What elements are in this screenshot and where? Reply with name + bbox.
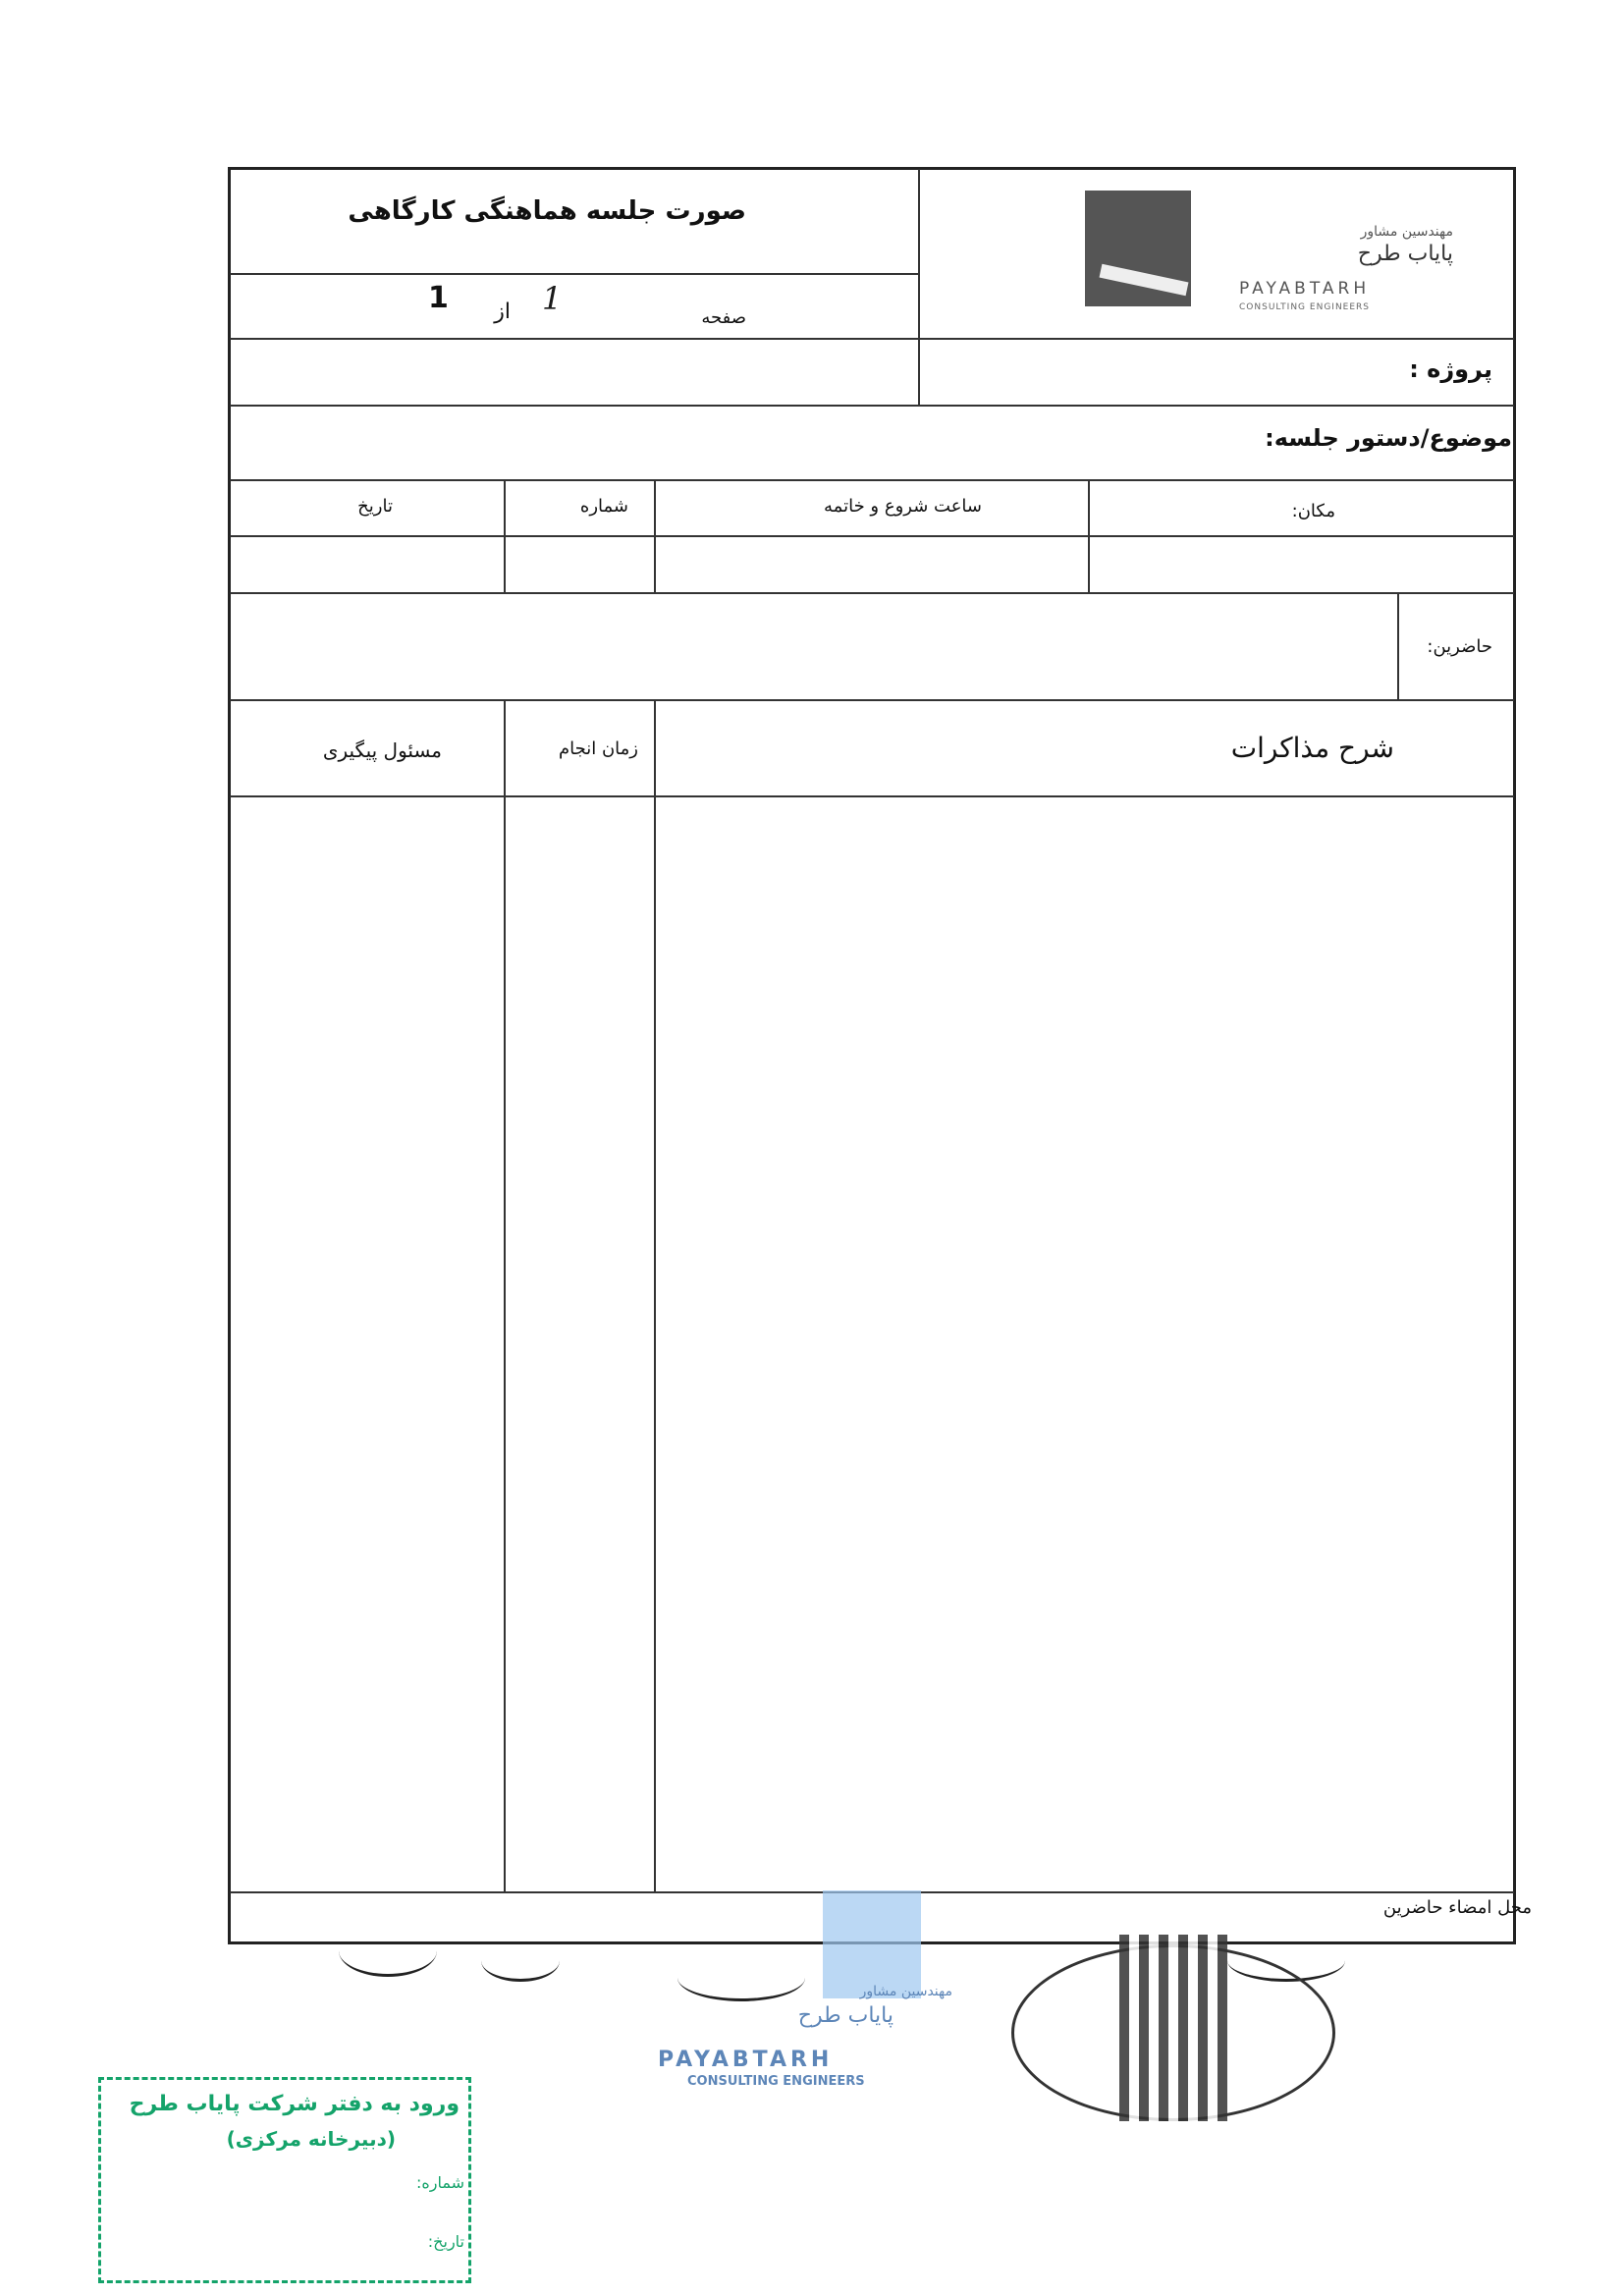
signature-2 — [481, 1940, 560, 1982]
row-line-project — [230, 338, 1514, 340]
row-line-attendees-bottom — [230, 699, 1514, 701]
company-small: مهندسین مشاور — [1360, 224, 1453, 240]
page-total: 1 — [428, 281, 449, 315]
company-en: PAYABTARH — [1239, 279, 1371, 299]
company-en-sub: CONSULTING ENGINEERS — [1239, 302, 1371, 312]
header-divider — [918, 169, 920, 405]
row-line-agenda — [230, 405, 1514, 407]
number-label: شماره — [579, 496, 628, 517]
received-date-label: تاریخ: — [427, 2232, 464, 2251]
header-row-line — [230, 273, 918, 275]
page-number: 1 — [542, 280, 563, 317]
signature-1 — [339, 1925, 437, 1977]
building-icon — [1119, 1935, 1227, 2121]
of-word: از — [494, 300, 511, 324]
signatures-label: محل امضاء حاضرین — [1382, 1897, 1532, 1918]
form-title: صورت جلسه هماهنگی کارگاهی — [348, 196, 746, 226]
page-word: صفحه — [701, 307, 746, 328]
received-stamp — [98, 2077, 471, 2283]
meta-col-1 — [504, 479, 506, 592]
meta-col-2 — [654, 479, 656, 592]
blue-stamp-small: مهندسین مشاور — [859, 1984, 952, 1999]
blue-stamp-logo-icon — [823, 1890, 921, 1998]
col-time: زمان انجام — [558, 738, 638, 759]
attendees-label: حاضرین: — [1427, 636, 1492, 657]
received-stamp-line1: ورود به دفتر شرکت پایاب طرح — [129, 2092, 460, 2116]
table-col-2 — [654, 699, 656, 1891]
blue-stamp-fa: پایاب طرح — [797, 2003, 893, 2028]
row-line-attendees-top — [230, 592, 1514, 594]
blue-stamp-en-sub: CONSULTING ENGINEERS — [687, 2074, 865, 2089]
company-fa: پایاب طرح — [1357, 242, 1453, 266]
row-line-meta-val — [230, 535, 1514, 537]
project-label: پروژه : — [1409, 355, 1492, 383]
agenda-label: موضوع/دستور جلسه: — [1265, 424, 1512, 452]
col-responsible: مسئول پیگیری — [322, 738, 442, 762]
row-line-meta-head — [230, 479, 1514, 481]
place-label: مکان: — [1291, 501, 1335, 521]
date-label: تاریخ — [357, 496, 393, 517]
table-col-1 — [504, 699, 506, 1891]
row-line-table-head — [230, 795, 1514, 797]
blue-stamp-en: PAYABTARH — [658, 2048, 834, 2072]
col-description: شرح مذاکرات — [1230, 732, 1394, 764]
attendees-col — [1397, 592, 1399, 699]
meta-col-3 — [1088, 479, 1090, 592]
received-number-label: شماره: — [415, 2173, 464, 2192]
time-label: ساعت شروع و خاتمه — [824, 496, 982, 517]
received-stamp-line2: (دبیرخانه مرکزی) — [226, 2127, 396, 2151]
